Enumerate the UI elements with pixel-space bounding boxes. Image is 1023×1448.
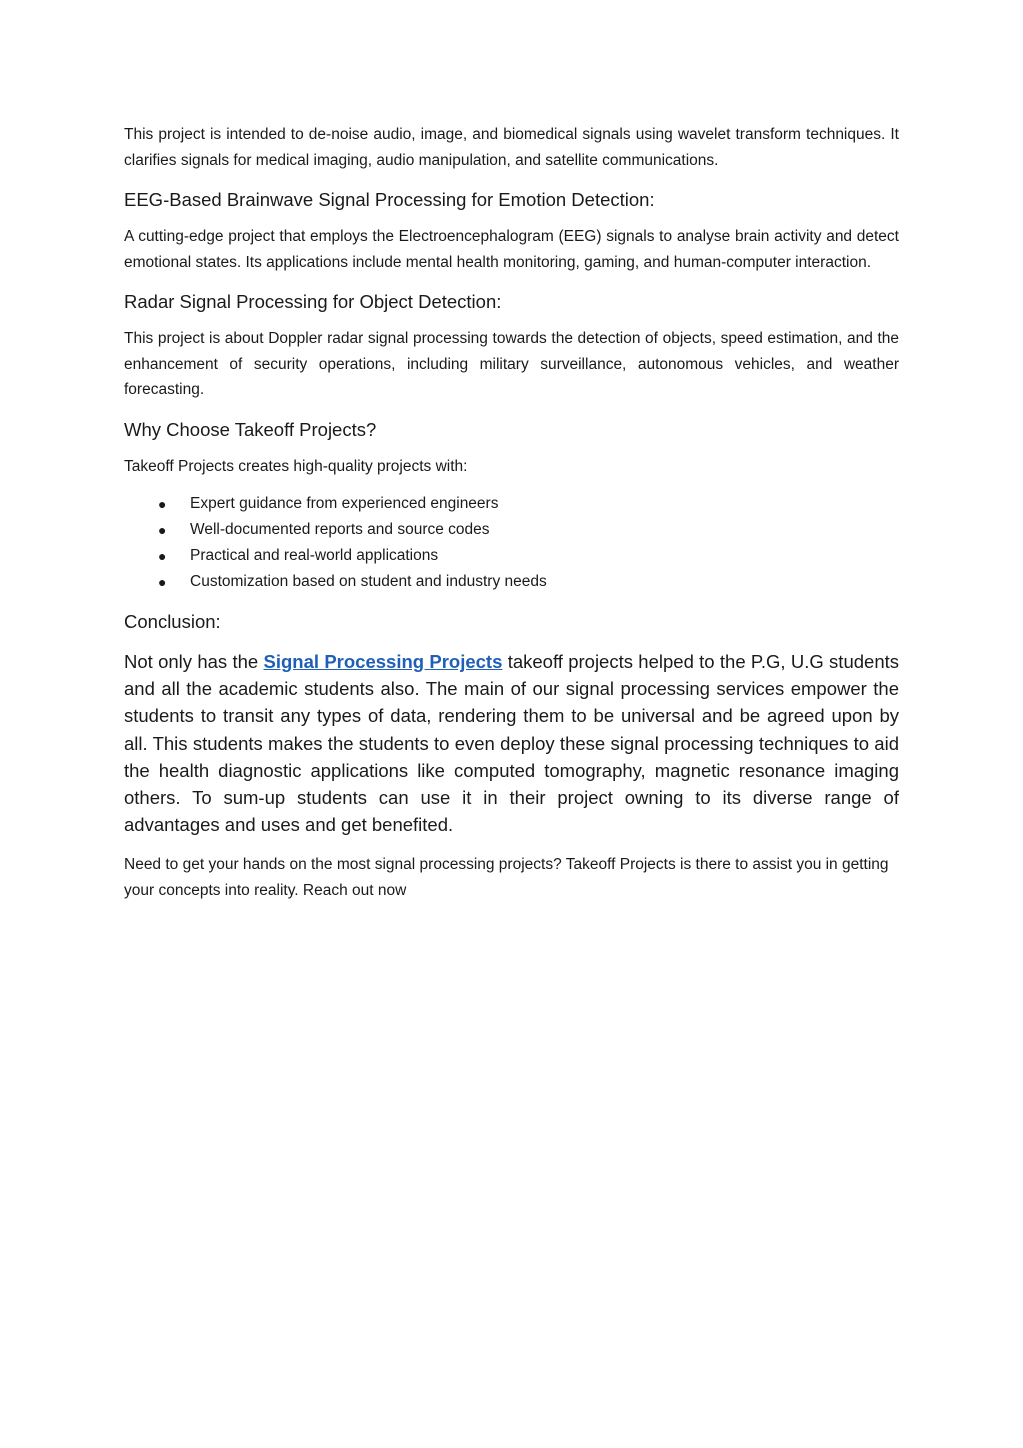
section-heading-radar: Radar Signal Processing for Object Detection:	[124, 291, 502, 312]
conclusion-body: takeoff projects helped to the P.G, U.G students and all the academic students also. The main of our signal processing services empower the students to transit any types of data, rendering them to be universal and be agreed upon by all. This students makes the students to even deploy these signal processing techniques to aid the health diagnostic applications like computed tomography, magnetic resonance imaging others. To sum-up students can use it in their project owning to its diverse range of advantages and uses and get benefited.	[124, 651, 899, 836]
bullet-icon: ●	[158, 574, 167, 590]
section-heading-eeg: EEG-Based Brainwave Signal Processing for Emotion Detection:	[124, 189, 655, 210]
intro-paragraph: This project is intended to de-noise audio, image, and biomedical signals using wavelet transform techniques. It clarifies signals for medical imaging, audio manipulation, and satellite communications.	[124, 126, 899, 169]
conclusion-heading: Conclusion:	[124, 611, 221, 632]
list-item	[124, 543, 899, 569]
list-item	[124, 517, 899, 543]
list-item	[124, 569, 899, 595]
bullet-icon: ●	[158, 496, 167, 512]
conclusion-lead: Not only has the	[124, 651, 264, 672]
list-item-text: Well-documented reports and source codes	[190, 521, 490, 538]
signal-processing-projects-link[interactable]: Signal Processing Projects	[263, 651, 503, 672]
why-choose-heading: Why Choose Takeoff Projects?	[124, 418, 377, 440]
bullet-icon: ●	[158, 548, 167, 564]
list-item	[124, 491, 899, 517]
closing-paragraph: Need to get your hands on the most signal processing projects? Takeoff Projects is there to assist you in getting your concepts into reality. Reach out now	[124, 856, 889, 899]
conclusion-paragraph	[124, 648, 899, 838]
list-item-text: Practical and real-world applications	[190, 547, 439, 564]
why-choose-intro: Takeoff Projects creates high-quality projects with:	[124, 457, 468, 475]
why-choose-list	[124, 491, 899, 595]
list-item-text: Customization based on student and industry needs	[190, 573, 547, 590]
section-body-eeg: A cutting-edge project that employs the Electroencephalogram (EEG) signals to analyse brain activity and detect emotional states. Its applications include mental health monitoring, gaming, and human-computer interaction.	[124, 228, 899, 271]
bullet-icon: ●	[158, 522, 167, 538]
section-body-radar: This project is about Doppler radar signal processing towards the detection of objects, speed estimation, and the enhancement of security operations, including military surveillance, autonomous vehicles, and weather forecasting.	[124, 330, 899, 398]
document-page	[124, 122, 899, 903]
list-item-text: Expert guidance from experienced engineers	[190, 495, 499, 512]
